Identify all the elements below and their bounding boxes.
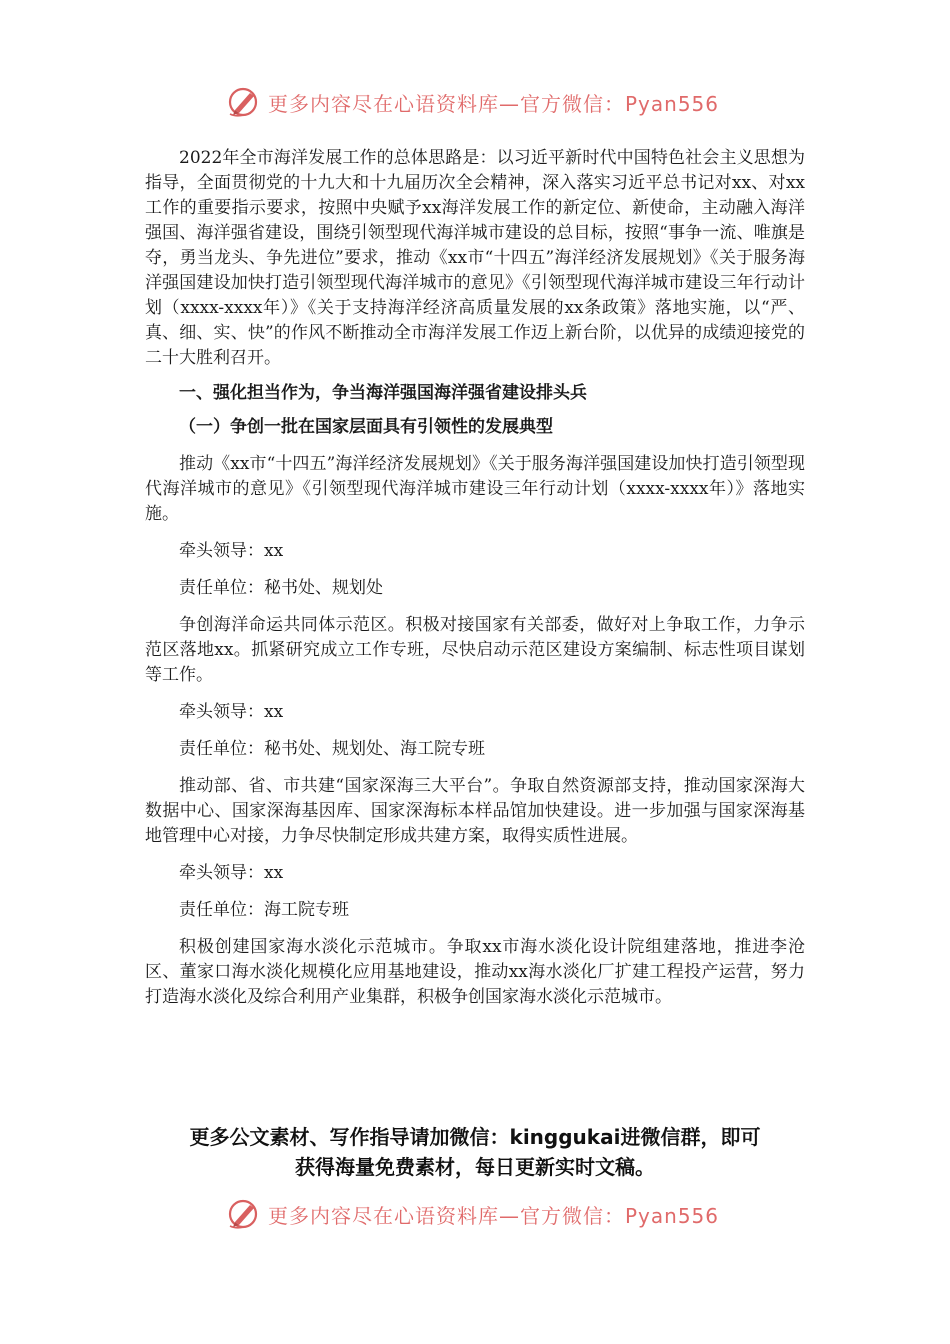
task-paragraph-1: 推动《xx市“十四五”海洋经济发展规划》《关于服务海洋强国建设加快打造引领型现代海洋城市的意见》《引领型现代海洋城市建设三年行动计划（xxxx-xxxx年）》落地实施。 — [145, 454, 805, 524]
watermark-text: 更多内容尽在心语资料库—官方微信：Pyan556 — [268, 1203, 720, 1228]
task-paragraph-2: 争创海洋命运共同体示范区。积极对接国家有关部委，做好对上争取工作，力争示范区落地xx。抓紧研究成立工作专班，尽快启动示范区建设方案编制、标志性项目谋划等工作。 — [145, 615, 805, 685]
lead-leader-1: 牵头领导：xx — [179, 541, 284, 561]
writing-pen-logo-icon — [226, 1196, 262, 1232]
responsible-unit-3: 责任单位：海工院专班 — [179, 900, 349, 920]
document-body — [145, 146, 805, 1010]
lead-leader-2: 牵头领导：xx — [179, 702, 284, 722]
writing-pen-logo-icon — [226, 84, 262, 120]
closing-paragraph: 积极创建国家海水淡化示范城市。争取xx市海水淡化设计院组建落地，推进李沧区、董家口海水淡化规模化应用基地建设，推动xx海水淡化厂扩建工程投产运营，努力打造海水淡化及综合利用产业集群，积极争创国家海水淡化示范城市。 — [145, 937, 805, 1007]
intro-paragraph: 2022年全市海洋发展工作的总体思路是：以习近平新时代中国特色社会主义思想为指导，全面贯彻党的十九大和十九届历次全会精神，深入落实习近平总书记对xx、对xx工作的重要指示要求，按照中央赋予xx海洋发展工作的新定位、新使命，主动融入海洋强国、海洋强省建设，围绕引领型现代海洋城市建设的总目标，按照“事争一流、唯旗是夺，勇当龙头、争先进位”要求，推动《xx市“十四五”海洋经济发展规划》《关于服务海洋强国建设加快打造引领型现代海洋城市的意见》《引领型现代海洋城市建设三年行动计划（xxxx-xxxx年）》《关于支持海洋经济高质量发展的xx条政策》落地实施，以“严、真、细、实、快”的作风不断推动全市海洋发展工作迈上新台阶，以优异的成绩迎接党的二十大胜利召开。 — [145, 148, 805, 368]
promo-notice — [145, 1122, 805, 1182]
watermark-text: 更多内容尽在心语资料库—官方微信：Pyan556 — [268, 91, 720, 116]
promo-line-2: 获得海量免费素材，每日更新实时文稿。 — [295, 1155, 655, 1179]
section-heading: 一、强化担当作为，争当海洋强国海洋强省建设排头兵 — [179, 383, 587, 403]
top-watermark-banner — [226, 82, 719, 122]
responsible-unit-1: 责任单位：秘书处、规划处 — [179, 578, 383, 598]
task-paragraph-3: 推动部、省、市共建“国家深海三大平台”。争取自然资源部支持，推动国家深海大数据中心、国家深海基因库、国家深海标本样品馆加快建设。进一步加强与国家深海基地管理中心对接，力争尽快制定形成共建方案，取得实质性进展。 — [145, 776, 805, 846]
subsection-heading: （一）争创一批在国家层面具有引领性的发展典型 — [179, 417, 553, 437]
responsible-unit-2: 责任单位：秘书处、规划处、海工院专班 — [179, 739, 485, 759]
promo-line-1: 更多公文素材、写作指导请加微信：kinggukai进微信群，即可 — [189, 1125, 761, 1149]
bottom-watermark-banner — [226, 1194, 719, 1234]
lead-leader-3: 牵头领导：xx — [179, 863, 284, 883]
